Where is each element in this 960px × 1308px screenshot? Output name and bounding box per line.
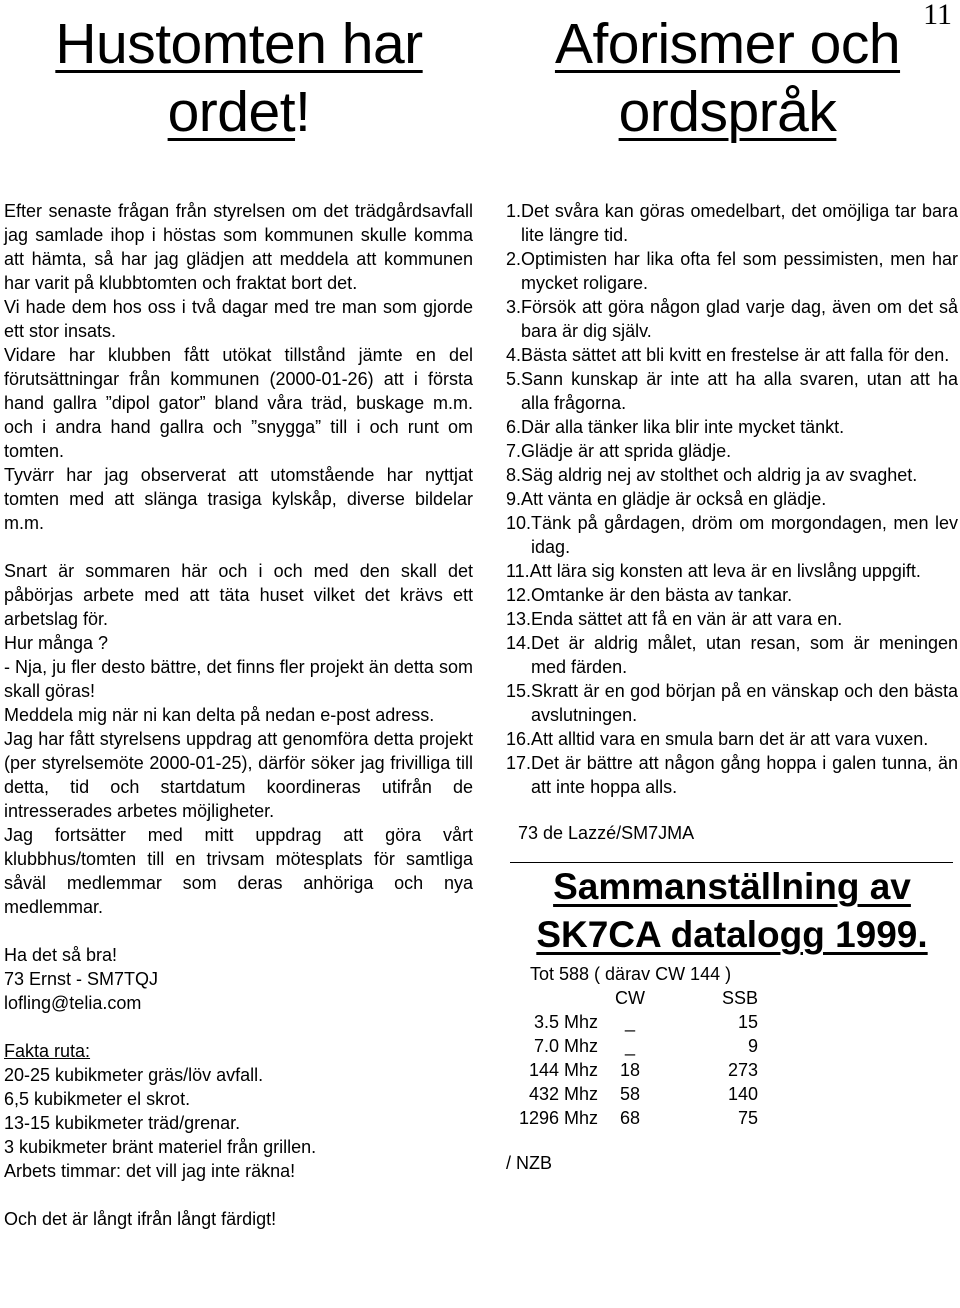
- table-cell-cw: _: [624, 1036, 635, 1056]
- table-cell-cw: 68: [619, 1108, 641, 1128]
- aphorism-text: Säg aldrig nej av stolthet och aldrig ja av svaghet.: [521, 465, 918, 485]
- article-paragraph: Meddela mig när ni kan delta på nedan e-post adress.: [4, 705, 435, 725]
- article-paragraph: Vi hade dem hos oss i två dagar med tre man som gjorde ett stor insats.: [4, 297, 473, 341]
- aphorism-number: 10.: [506, 513, 532, 533]
- aphorism-number: 1.: [506, 201, 522, 221]
- table-cell-band: 432 Mhz: [528, 1084, 598, 1104]
- paragraph-gap: [4, 1183, 473, 1207]
- aphorism-item: [506, 679, 958, 727]
- signoff-email: lofling@telia.com: [4, 993, 142, 1013]
- aforismer-signature: 73 de Lazzé/SM7JMA: [518, 823, 695, 843]
- aphorism-number: 12.: [506, 585, 532, 605]
- table-cell-band: 7.0 Mhz: [533, 1036, 598, 1056]
- table-header-ssb: SSB: [721, 988, 758, 1008]
- aphorism-item: [506, 559, 958, 583]
- closing-line: Och det är långt ifrån långt färdigt!: [4, 1209, 277, 1229]
- signoff-line: 73 Ernst - SM7TQJ: [4, 969, 159, 989]
- aphorism-text: Bästa sättet att bli kvitt en frestelse är att falla för den.: [521, 345, 950, 365]
- datalogg-title-line1: Sammanställning av: [553, 866, 911, 907]
- page-number: 11: [923, 0, 952, 31]
- article-paragraph: Hur många ?: [4, 633, 109, 653]
- aphorism-text: Att alltid vara en smula barn det är att vara vuxen.: [531, 729, 929, 749]
- table-cell-ssb: 273: [727, 1060, 758, 1080]
- aphorism-number: 8.: [506, 465, 522, 485]
- aphorism-item: [506, 199, 958, 247]
- table-cell-ssb: 9: [747, 1036, 758, 1056]
- aphorism-item: [506, 487, 958, 511]
- aphorism-item: [506, 295, 958, 343]
- table-header-cw: CW: [615, 988, 645, 1008]
- fakta-label: Fakta ruta:: [4, 1041, 91, 1061]
- datalogg-title: [506, 863, 958, 959]
- aphorism-text: Sann kunskap är inte att ha alla svaren, utan att ha alla frågorna.: [521, 369, 958, 413]
- signoff-line: Ha det så bra!: [4, 945, 118, 965]
- aphorism-item: [506, 583, 958, 607]
- table-cell-cw: _: [624, 1012, 635, 1032]
- article-paragraph: Vidare har klubben fått utökat tillstånd jämte en del förutsättningar från kommunen (2000-01-26) att i första hand gallra ”dipol gator” bland våra träd, buskage m.m. och i andra hand gallra och ”snygga” till i och runt om tomten.: [4, 345, 473, 461]
- aphorism-item: [506, 439, 958, 463]
- aphorism-item: [506, 631, 958, 679]
- aphorism-text: Det är aldrig målet, utan resan, som är meningen med färden.: [531, 633, 958, 677]
- aphorism-item: [506, 463, 958, 487]
- fakta-item: Arbets timmar: det vill jag inte räkna!: [4, 1161, 296, 1181]
- aphorism-number: 5.: [506, 369, 522, 389]
- table-cell-band: 1296 Mhz: [518, 1108, 598, 1128]
- aphorism-text: Optimisten har lika ofta fel som pessimisten, men har mycket roligare.: [521, 249, 958, 293]
- table-cell-cw: 18: [619, 1060, 641, 1080]
- fakta-item: 3 kubikmeter bränt materiel från grillen.: [4, 1137, 317, 1157]
- aphorism-number: 11.: [506, 561, 530, 581]
- aphorism-number: 7.: [506, 441, 522, 461]
- aphorism-item: [506, 343, 958, 367]
- aphorism-number: 14.: [506, 633, 532, 653]
- aphorism-text: Det svåra kan göras omedelbart, det omöjliga tar bara lite längre tid.: [521, 201, 958, 245]
- table-header-cell: [506, 986, 598, 1010]
- aphorism-text: Omtanke är den bästa av tankar.: [531, 585, 793, 605]
- aphorism-number: 9.: [506, 489, 522, 509]
- aphorism-item: [506, 247, 958, 295]
- aphorism-text: Att lära sig konsten att leva är en livslång uppgift.: [529, 561, 921, 581]
- aforismer-title: [495, 10, 960, 146]
- aphorism-text: Glädje är att sprida glädje.: [521, 441, 732, 461]
- aforismer-title-line2: ordspråk: [618, 80, 837, 144]
- datalogg-table: [506, 986, 958, 1130]
- hustomten-title-exclaim: !: [295, 80, 311, 144]
- table-cell-band: 3.5 Mhz: [533, 1012, 598, 1032]
- aforismer-title-line1: Aforismer och: [554, 12, 901, 76]
- article-paragraph: Snart är sommaren här och i och med den skall det påbörjas arbete med att täta huset vilket det krävs ett arbetslag för.: [4, 561, 473, 629]
- paragraph-gap: [4, 919, 473, 943]
- aphorism-number: 3.: [506, 297, 522, 317]
- aphorism-text: Det är bättre att någon gång hoppa i galen tunna, än att inte hoppa alls.: [531, 753, 958, 797]
- hustomten-title: [0, 10, 478, 146]
- aphorism-text: Skratt är en god början på en vänskap och den bästa avslutningen.: [531, 681, 958, 725]
- datalogg-title-line2: SK7CA datalogg 1999.: [536, 914, 928, 955]
- paragraph-gap: [4, 1015, 473, 1039]
- aphorism-text: Tänk på gårdagen, dröm om morgondagen, men lev idag.: [531, 513, 958, 557]
- aphorism-number: 16.: [506, 729, 532, 749]
- fakta-item: 20-25 kubikmeter gräs/löv avfall.: [4, 1065, 264, 1085]
- article-paragraph: - Nja, ju fler desto bättre, det finns fler projekt än detta som skall göras!: [4, 657, 473, 701]
- table-cell-cw: 58: [619, 1084, 641, 1104]
- aphorism-number: 4.: [506, 345, 522, 365]
- hustomten-article: [4, 199, 473, 1231]
- aphorism-number: 13.: [506, 609, 532, 629]
- aphorism-text: Försök att göra någon glad varje dag, även om det så bara är dig själv.: [521, 297, 958, 341]
- paragraph-gap: [4, 535, 473, 559]
- table-cell-ssb: 140: [727, 1084, 758, 1104]
- aphorism-number: 2.: [506, 249, 522, 269]
- datalogg-total: Tot 588 ( därav CW 144 ): [530, 964, 732, 984]
- table-cell-ssb: 75: [737, 1108, 758, 1128]
- article-paragraph: Tyvärr har jag observerat att utomstående har nyttjat tomten med att slänga trasiga kylskåp, diverse bildelar m.m.: [4, 465, 473, 533]
- table-cell-band: 144 Mhz: [528, 1060, 598, 1080]
- table-cell-ssb: 15: [737, 1012, 758, 1032]
- hustomten-title-line2: ordet: [167, 80, 296, 144]
- article-paragraph: Efter senaste frågan från styrelsen om det trädgårdsavfall jag samlade ihop i höstas som kommunen skulle komma att hämta, så har jag glädjen att meddela att kommunen har varit på klubbtomten och fraktat bort det.: [4, 201, 473, 293]
- hustomten-title-line1: Hustomten har: [55, 12, 423, 76]
- footer-signature: / NZB: [506, 1153, 553, 1173]
- aphorism-text: Att vänta en glädje är också en glädje.: [521, 489, 827, 509]
- aphorism-item: [506, 415, 958, 439]
- aphorism-number: 6.: [506, 417, 522, 437]
- aphorism-item: [506, 751, 958, 799]
- fakta-item: 13-15 kubikmeter träd/grenar.: [4, 1113, 241, 1133]
- aphorism-number: 17.: [506, 753, 532, 773]
- aphorism-text: Enda sättet att få en vän är att vara en.: [531, 609, 843, 629]
- aphorism-item: [506, 727, 958, 751]
- aforismer-section: [506, 199, 958, 1175]
- aphorism-item: [506, 607, 958, 631]
- article-paragraph: Jag har fått styrelsens uppdrag att genomföra detta projekt (per styrelsemöte 2000-01-25), därför söker jag frivilliga till detta, tid och startdatum koordineras utifrån de intresserades arbetes möjligheter.: [4, 729, 473, 821]
- aphorism-number: 15.: [506, 681, 532, 701]
- aphorism-item: [506, 511, 958, 559]
- fakta-item: 6,5 kubikmeter el skrot.: [4, 1089, 191, 1109]
- aphorism-text: Där alla tänker lika blir inte mycket tänkt.: [521, 417, 845, 437]
- article-paragraph: Jag fortsätter med mitt uppdrag att göra vårt klubbhus/tomten till en trivsam mötesplats för samtliga såväl medlemmar som deras anhöriga och nya medlemmar.: [4, 825, 473, 917]
- aphorism-item: [506, 367, 958, 415]
